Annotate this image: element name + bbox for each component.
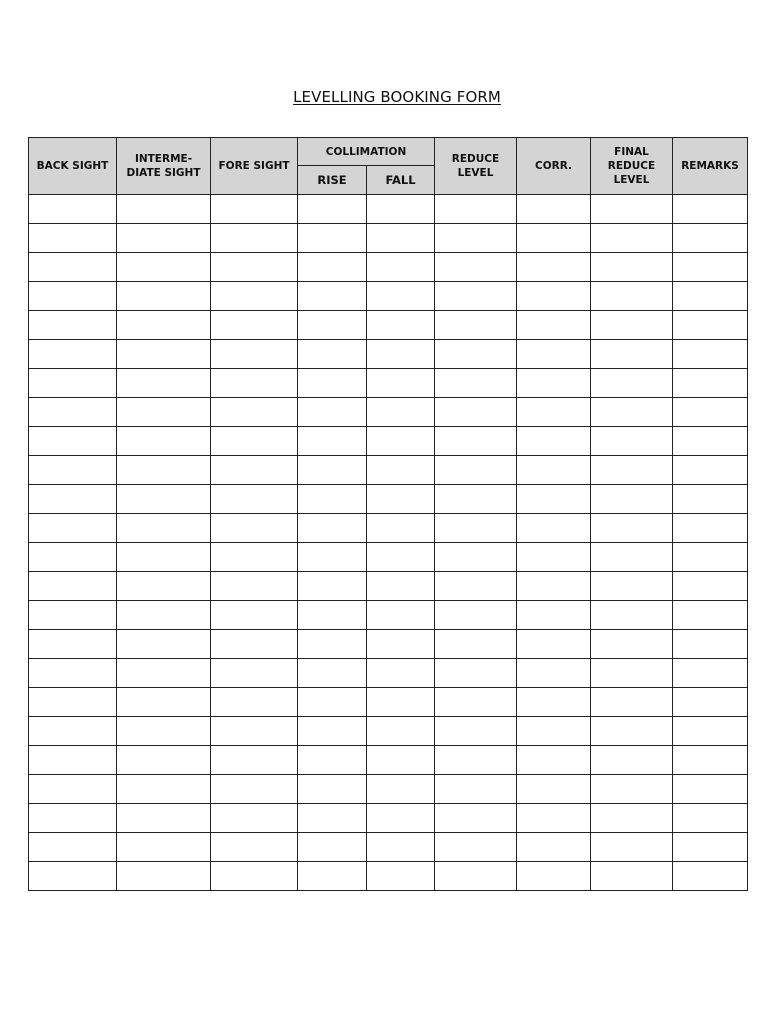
table-row <box>29 746 748 775</box>
cell-fore-sight[interactable] <box>211 311 298 340</box>
cell-remarks[interactable] <box>673 485 748 514</box>
cell-corr[interactable] <box>517 688 591 717</box>
cell-back-sight[interactable] <box>29 804 117 833</box>
cell-back-sight[interactable] <box>29 253 117 282</box>
cell-remarks[interactable] <box>673 311 748 340</box>
cell-back-sight[interactable] <box>29 601 117 630</box>
cell-back-sight[interactable] <box>29 514 117 543</box>
cell-rise[interactable] <box>298 862 367 891</box>
cell-back-sight[interactable] <box>29 543 117 572</box>
cell-remarks[interactable] <box>673 630 748 659</box>
cell-reduce-level[interactable] <box>435 601 517 630</box>
cell-corr[interactable] <box>517 601 591 630</box>
cell-intermediate-sight[interactable] <box>117 195 211 224</box>
cell-back-sight[interactable] <box>29 746 117 775</box>
cell-intermediate-sight[interactable] <box>117 862 211 891</box>
cell-fore-sight[interactable] <box>211 630 298 659</box>
cell-rise[interactable] <box>298 398 367 427</box>
cell-final-reduce-level[interactable] <box>591 253 673 282</box>
cell-fore-sight[interactable] <box>211 572 298 601</box>
cell-intermediate-sight[interactable] <box>117 543 211 572</box>
cell-fore-sight[interactable] <box>211 340 298 369</box>
cell-corr[interactable] <box>517 775 591 804</box>
header-back-sight: BACK SIGHT <box>29 138 117 195</box>
cell-intermediate-sight[interactable] <box>117 340 211 369</box>
cell-rise[interactable] <box>298 195 367 224</box>
cell-rise[interactable] <box>298 253 367 282</box>
cell-corr[interactable] <box>517 833 591 862</box>
cell-reduce-level[interactable] <box>435 746 517 775</box>
cell-rise[interactable] <box>298 543 367 572</box>
cell-fore-sight[interactable] <box>211 717 298 746</box>
cell-back-sight[interactable] <box>29 311 117 340</box>
levelling-table <box>28 137 748 891</box>
cell-back-sight[interactable] <box>29 862 117 891</box>
cell-corr[interactable] <box>517 514 591 543</box>
cell-back-sight[interactable] <box>29 456 117 485</box>
cell-fall[interactable] <box>367 659 435 688</box>
cell-final-reduce-level[interactable] <box>591 804 673 833</box>
cell-intermediate-sight[interactable] <box>117 833 211 862</box>
cell-reduce-level[interactable] <box>435 427 517 456</box>
cell-intermediate-sight[interactable] <box>117 311 211 340</box>
cell-fall[interactable] <box>367 224 435 253</box>
cell-back-sight[interactable] <box>29 195 117 224</box>
cell-fore-sight[interactable] <box>211 485 298 514</box>
cell-remarks[interactable] <box>673 572 748 601</box>
cell-reduce-level[interactable] <box>435 659 517 688</box>
cell-remarks[interactable] <box>673 195 748 224</box>
table-row <box>29 398 748 427</box>
cell-back-sight[interactable] <box>29 572 117 601</box>
cell-rise[interactable] <box>298 427 367 456</box>
cell-remarks[interactable] <box>673 514 748 543</box>
cell-reduce-level[interactable] <box>435 717 517 746</box>
cell-corr[interactable] <box>517 746 591 775</box>
cell-remarks[interactable] <box>673 833 748 862</box>
table-row <box>29 775 748 804</box>
cell-fall[interactable] <box>367 427 435 456</box>
table-row <box>29 601 748 630</box>
cell-back-sight[interactable] <box>29 688 117 717</box>
cell-final-reduce-level[interactable] <box>591 369 673 398</box>
cell-final-reduce-level[interactable] <box>591 195 673 224</box>
cell-back-sight[interactable] <box>29 833 117 862</box>
cell-rise[interactable] <box>298 804 367 833</box>
cell-intermediate-sight[interactable] <box>117 630 211 659</box>
cell-intermediate-sight[interactable] <box>117 717 211 746</box>
cell-final-reduce-level[interactable] <box>591 485 673 514</box>
table-row <box>29 862 748 891</box>
cell-fore-sight[interactable] <box>211 514 298 543</box>
cell-final-reduce-level[interactable] <box>591 456 673 485</box>
cell-rise[interactable] <box>298 369 367 398</box>
cell-remarks[interactable] <box>673 253 748 282</box>
table-row <box>29 485 748 514</box>
cell-back-sight[interactable] <box>29 224 117 253</box>
cell-corr[interactable] <box>517 398 591 427</box>
cell-rise[interactable] <box>298 688 367 717</box>
cell-intermediate-sight[interactable] <box>117 369 211 398</box>
cell-remarks[interactable] <box>673 543 748 572</box>
cell-corr[interactable] <box>517 253 591 282</box>
table-row <box>29 282 748 311</box>
cell-reduce-level[interactable] <box>435 630 517 659</box>
table-row <box>29 572 748 601</box>
cell-back-sight[interactable] <box>29 717 117 746</box>
cell-fore-sight[interactable] <box>211 601 298 630</box>
table-row <box>29 311 748 340</box>
cell-remarks[interactable] <box>673 427 748 456</box>
cell-remarks[interactable] <box>673 224 748 253</box>
cell-fore-sight[interactable] <box>211 833 298 862</box>
cell-fall[interactable] <box>367 862 435 891</box>
cell-rise[interactable] <box>298 572 367 601</box>
cell-final-reduce-level[interactable] <box>591 572 673 601</box>
cell-corr[interactable] <box>517 282 591 311</box>
cell-remarks[interactable] <box>673 340 748 369</box>
cell-remarks[interactable] <box>673 717 748 746</box>
cell-intermediate-sight[interactable] <box>117 804 211 833</box>
cell-back-sight[interactable] <box>29 630 117 659</box>
cell-rise[interactable] <box>298 514 367 543</box>
table-row <box>29 543 748 572</box>
cell-final-reduce-level[interactable] <box>591 282 673 311</box>
cell-corr[interactable] <box>517 659 591 688</box>
cell-fore-sight[interactable] <box>211 427 298 456</box>
cell-final-reduce-level[interactable] <box>591 224 673 253</box>
cell-fore-sight[interactable] <box>211 398 298 427</box>
cell-fore-sight[interactable] <box>211 369 298 398</box>
cell-rise[interactable] <box>298 224 367 253</box>
cell-fall[interactable] <box>367 717 435 746</box>
table-row <box>29 340 748 369</box>
table-body <box>29 195 748 891</box>
cell-fall[interactable] <box>367 688 435 717</box>
cell-reduce-level[interactable] <box>435 804 517 833</box>
cell-intermediate-sight[interactable] <box>117 601 211 630</box>
cell-intermediate-sight[interactable] <box>117 659 211 688</box>
cell-back-sight[interactable] <box>29 485 117 514</box>
cell-reduce-level[interactable] <box>435 195 517 224</box>
cell-intermediate-sight[interactable] <box>117 485 211 514</box>
cell-fall[interactable] <box>367 398 435 427</box>
cell-reduce-level[interactable] <box>435 688 517 717</box>
cell-fall[interactable] <box>367 369 435 398</box>
cell-corr[interactable] <box>517 456 591 485</box>
cell-rise[interactable] <box>298 340 367 369</box>
cell-rise[interactable] <box>298 659 367 688</box>
cell-fore-sight[interactable] <box>211 195 298 224</box>
cell-final-reduce-level[interactable] <box>591 514 673 543</box>
header-final-reduce-level: FINAL REDUCE LEVEL <box>591 138 673 195</box>
cell-remarks[interactable] <box>673 398 748 427</box>
cell-rise[interactable] <box>298 833 367 862</box>
cell-corr[interactable] <box>517 630 591 659</box>
cell-intermediate-sight[interactable] <box>117 282 211 311</box>
cell-fore-sight[interactable] <box>211 775 298 804</box>
header-rise: RISE <box>298 166 367 195</box>
table-row <box>29 717 748 746</box>
cell-corr[interactable] <box>517 543 591 572</box>
cell-final-reduce-level[interactable] <box>591 775 673 804</box>
cell-back-sight[interactable] <box>29 369 117 398</box>
cell-final-reduce-level[interactable] <box>591 630 673 659</box>
cell-fall[interactable] <box>367 195 435 224</box>
cell-fall[interactable] <box>367 340 435 369</box>
cell-fall[interactable] <box>367 630 435 659</box>
table-row <box>29 195 748 224</box>
cell-remarks[interactable] <box>673 804 748 833</box>
cell-corr[interactable] <box>517 485 591 514</box>
cell-final-reduce-level[interactable] <box>591 427 673 456</box>
cell-remarks[interactable] <box>673 775 748 804</box>
cell-rise[interactable] <box>298 456 367 485</box>
cell-final-reduce-level[interactable] <box>591 862 673 891</box>
cell-corr[interactable] <box>517 195 591 224</box>
cell-fore-sight[interactable] <box>211 253 298 282</box>
cell-intermediate-sight[interactable] <box>117 746 211 775</box>
cell-fore-sight[interactable] <box>211 862 298 891</box>
cell-fall[interactable] <box>367 514 435 543</box>
cell-remarks[interactable] <box>673 659 748 688</box>
cell-corr[interactable] <box>517 427 591 456</box>
cell-corr[interactable] <box>517 572 591 601</box>
cell-intermediate-sight[interactable] <box>117 514 211 543</box>
cell-remarks[interactable] <box>673 688 748 717</box>
cell-fore-sight[interactable] <box>211 282 298 311</box>
cell-fore-sight[interactable] <box>211 688 298 717</box>
cell-reduce-level[interactable] <box>435 775 517 804</box>
cell-final-reduce-level[interactable] <box>591 746 673 775</box>
cell-remarks[interactable] <box>673 746 748 775</box>
table-row <box>29 833 748 862</box>
cell-fall[interactable] <box>367 311 435 340</box>
cell-intermediate-sight[interactable] <box>117 224 211 253</box>
cell-intermediate-sight[interactable] <box>117 688 211 717</box>
header-reduce-level: REDUCE LEVEL <box>435 138 517 195</box>
cell-final-reduce-level[interactable] <box>591 398 673 427</box>
cell-final-reduce-level[interactable] <box>591 659 673 688</box>
cell-corr[interactable] <box>517 804 591 833</box>
cell-reduce-level[interactable] <box>435 514 517 543</box>
cell-intermediate-sight[interactable] <box>117 572 211 601</box>
header-fall: FALL <box>367 166 435 195</box>
cell-back-sight[interactable] <box>29 282 117 311</box>
cell-reduce-level[interactable] <box>435 456 517 485</box>
page-title: LEVELLING BOOKING FORM <box>293 88 501 106</box>
cell-remarks[interactable] <box>673 601 748 630</box>
cell-reduce-level[interactable] <box>435 311 517 340</box>
header-remarks: REMARKS <box>673 138 748 195</box>
cell-back-sight[interactable] <box>29 427 117 456</box>
cell-fall[interactable] <box>367 456 435 485</box>
cell-fall[interactable] <box>367 833 435 862</box>
cell-reduce-level[interactable] <box>435 224 517 253</box>
cell-reduce-level[interactable] <box>435 862 517 891</box>
cell-rise[interactable] <box>298 485 367 514</box>
cell-fall[interactable] <box>367 253 435 282</box>
cell-corr[interactable] <box>517 717 591 746</box>
cell-fall[interactable] <box>367 282 435 311</box>
cell-reduce-level[interactable] <box>435 543 517 572</box>
table-row <box>29 369 748 398</box>
cell-back-sight[interactable] <box>29 775 117 804</box>
cell-reduce-level[interactable] <box>435 572 517 601</box>
cell-reduce-level[interactable] <box>435 282 517 311</box>
cell-fall[interactable] <box>367 485 435 514</box>
cell-corr[interactable] <box>517 862 591 891</box>
cell-final-reduce-level[interactable] <box>591 601 673 630</box>
cell-fall[interactable] <box>367 572 435 601</box>
cell-reduce-level[interactable] <box>435 253 517 282</box>
table-row <box>29 427 748 456</box>
table-row <box>29 630 748 659</box>
cell-final-reduce-level[interactable] <box>591 311 673 340</box>
cell-fore-sight[interactable] <box>211 659 298 688</box>
cell-fore-sight[interactable] <box>211 746 298 775</box>
cell-final-reduce-level[interactable] <box>591 688 673 717</box>
cell-rise[interactable] <box>298 717 367 746</box>
cell-rise[interactable] <box>298 630 367 659</box>
table-row <box>29 456 748 485</box>
cell-intermediate-sight[interactable] <box>117 775 211 804</box>
cell-fore-sight[interactable] <box>211 456 298 485</box>
cell-fore-sight[interactable] <box>211 543 298 572</box>
header-fore-sight: FORE SIGHT <box>211 138 298 195</box>
cell-rise[interactable] <box>298 775 367 804</box>
cell-intermediate-sight[interactable] <box>117 456 211 485</box>
cell-remarks[interactable] <box>673 456 748 485</box>
cell-final-reduce-level[interactable] <box>591 833 673 862</box>
cell-fall[interactable] <box>367 746 435 775</box>
cell-intermediate-sight[interactable] <box>117 427 211 456</box>
cell-reduce-level[interactable] <box>435 369 517 398</box>
cell-back-sight[interactable] <box>29 659 117 688</box>
cell-rise[interactable] <box>298 746 367 775</box>
cell-corr[interactable] <box>517 224 591 253</box>
cell-fall[interactable] <box>367 601 435 630</box>
cell-back-sight[interactable] <box>29 398 117 427</box>
table-row <box>29 659 748 688</box>
cell-reduce-level[interactable] <box>435 485 517 514</box>
table-row <box>29 514 748 543</box>
cell-corr[interactable] <box>517 311 591 340</box>
cell-reduce-level[interactable] <box>435 340 517 369</box>
cell-fore-sight[interactable] <box>211 804 298 833</box>
table-row <box>29 224 748 253</box>
cell-back-sight[interactable] <box>29 340 117 369</box>
header-collimation: COLLIMATION <box>298 138 435 166</box>
cell-remarks[interactable] <box>673 369 748 398</box>
table-row <box>29 804 748 833</box>
cell-reduce-level[interactable] <box>435 398 517 427</box>
cell-corr[interactable] <box>517 340 591 369</box>
cell-corr[interactable] <box>517 369 591 398</box>
cell-rise[interactable] <box>298 282 367 311</box>
cell-reduce-level[interactable] <box>435 833 517 862</box>
cell-fore-sight[interactable] <box>211 224 298 253</box>
header-intermediate-sight: INTERME- DIATE SIGHT <box>117 138 211 195</box>
cell-final-reduce-level[interactable] <box>591 543 673 572</box>
cell-fall[interactable] <box>367 543 435 572</box>
table-row <box>29 688 748 717</box>
cell-final-reduce-level[interactable] <box>591 340 673 369</box>
cell-final-reduce-level[interactable] <box>591 717 673 746</box>
cell-rise[interactable] <box>298 601 367 630</box>
cell-fall[interactable] <box>367 804 435 833</box>
table-row <box>29 253 748 282</box>
cell-rise[interactable] <box>298 311 367 340</box>
cell-remarks[interactable] <box>673 862 748 891</box>
header-corr: CORR. <box>517 138 591 195</box>
cell-intermediate-sight[interactable] <box>117 398 211 427</box>
cell-remarks[interactable] <box>673 282 748 311</box>
cell-intermediate-sight[interactable] <box>117 253 211 282</box>
cell-fall[interactable] <box>367 775 435 804</box>
